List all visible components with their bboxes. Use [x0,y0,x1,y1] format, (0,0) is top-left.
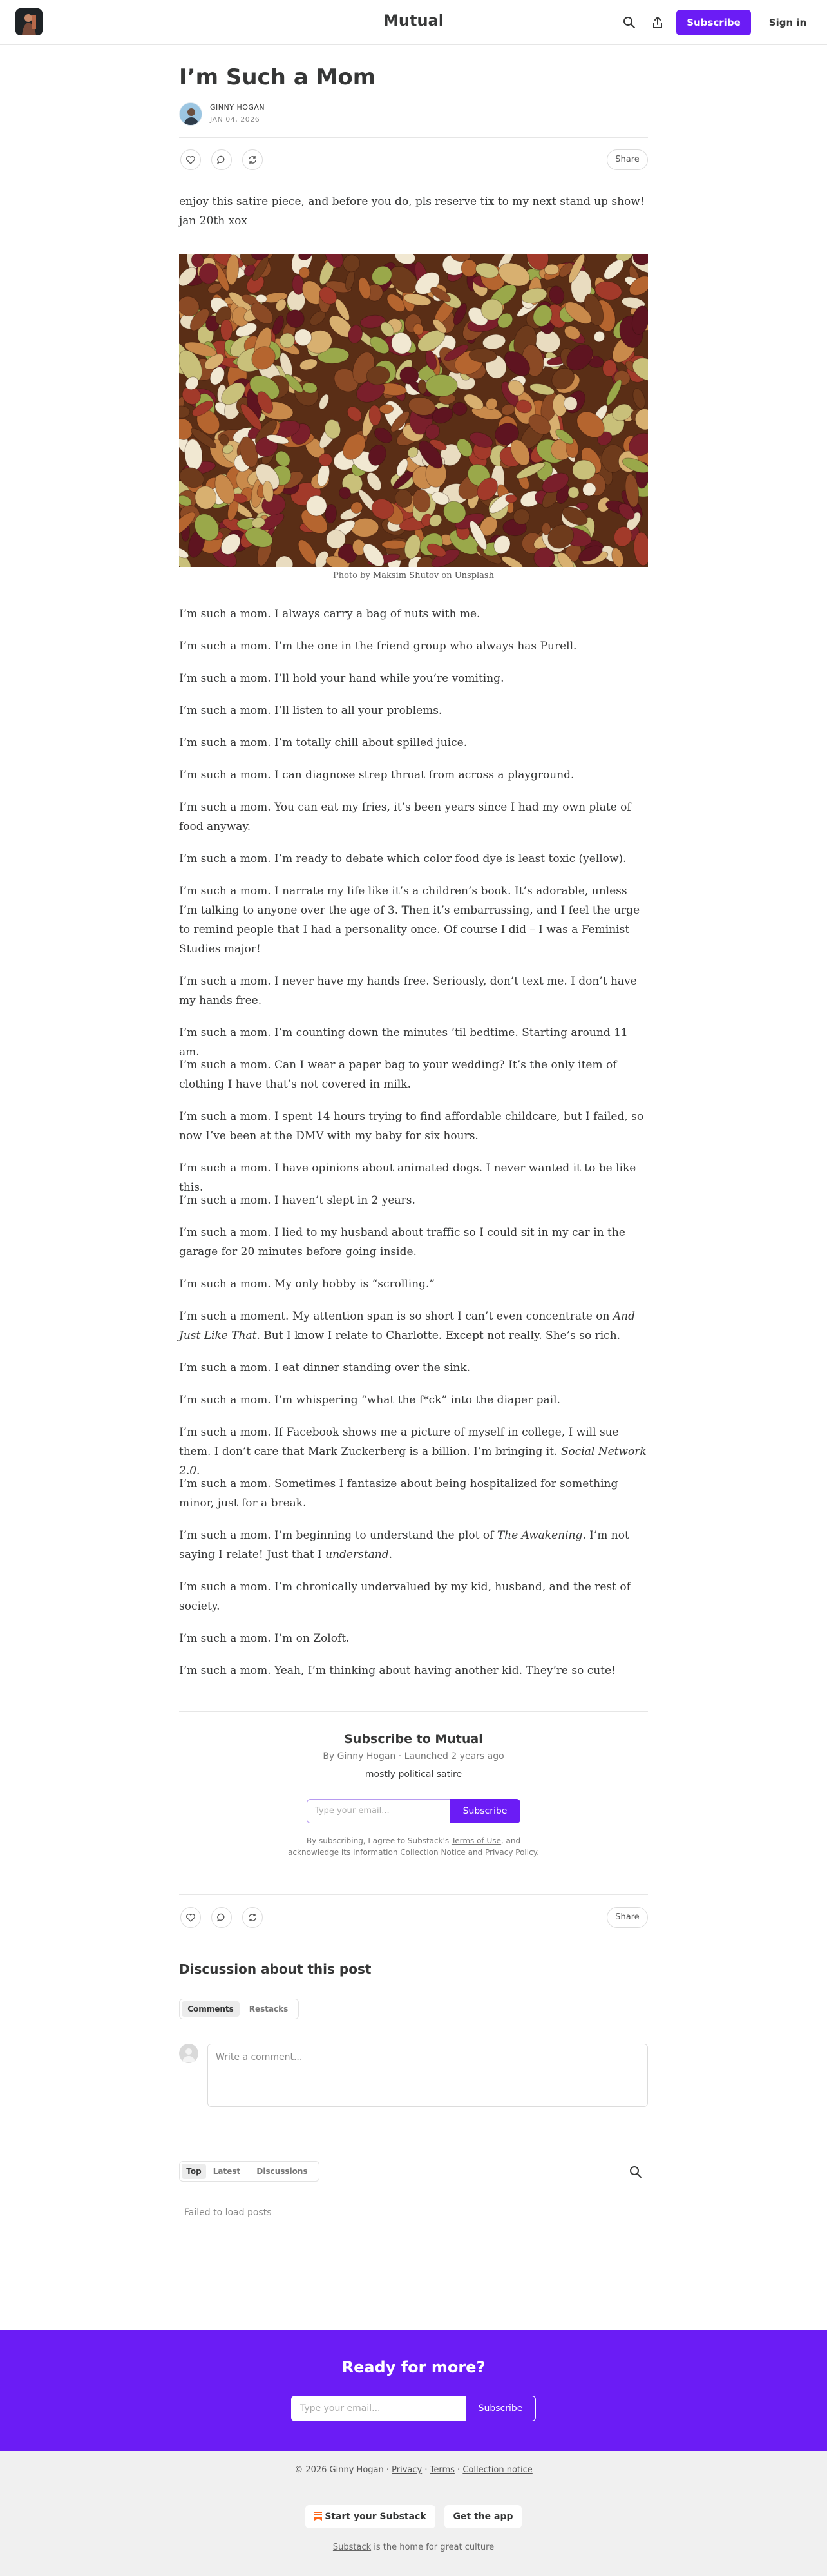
body-paragraph: I’m such a mom. I never have my hands free. Seriously, don’t text me. I don’t have my hands free. [179,975,637,1007]
subscribe-button[interactable]: Subscribe [676,10,751,35]
comment-input[interactable]: Write a comment... [207,2044,648,2107]
nut-shape [379,404,394,414]
body-paragraph: I’m such a mom. I can diagnose strep throat from across a playground. [179,769,575,782]
body-paragraph: I’m such a mom. Yeah, I’m thinking about having another kid. They’re so cute! [179,1664,616,1677]
failed-message: Failed to load posts [184,2207,272,2218]
footer-links [0,2465,827,2475]
heart-icon [185,155,196,165]
nut-shape [452,402,468,416]
top-bar [0,0,827,45]
tab-restacks[interactable]: Restacks [249,2004,289,2014]
body-paragraph: I’m such a mom. Sometimes I fantasize about being hospitalized for something minor, just for a break. [179,1477,618,1510]
feed-tabs [179,2161,319,2182]
user-avatar [179,2044,198,2063]
tab-comments[interactable]: Comments [182,2001,240,2017]
body-paragraph: I’m such a mom. I eat dinner standing over the sink. [179,1361,471,1374]
start-substack-label: Start your Substack [325,2512,426,2522]
footer-email-input[interactable]: Type your email... [291,2396,465,2421]
privacy-link[interactable]: Privacy [392,2465,423,2475]
author-name[interactable]: GINNY HOGAN [210,103,265,111]
substack-logo-icon [314,2506,322,2515]
body-paragraph: I’m such a mom. My only hobby is “scrolling.” [179,1278,435,1291]
nut-shape [382,540,408,549]
terms-link[interactable]: Terms [430,2465,455,2475]
nut-shape [513,509,529,524]
nut-shape [426,374,457,397]
separator: · [454,2465,463,2475]
footer-subscribe-button[interactable]: Subscribe [465,2396,536,2421]
body-paragraph: I’m such a mom. I’m beginning to understand the plot of The Awakening. I’m not saying I relate! Just that I understand. [179,1529,629,1561]
subscribe-submit-button[interactable]: Subscribe [450,1799,520,1823]
site-title[interactable]: Mutual [383,12,444,30]
subscribe-legal [283,1835,544,1858]
restack-button[interactable] [242,1907,263,1928]
search-icon[interactable] [622,15,636,30]
photographer-link[interactable]: Maksim Shutov [372,571,439,581]
separator: · [422,2465,430,2475]
body-paragraph: I’m such a mom. I’m whispering “what the f*ck” into the diaper pail. [179,1394,560,1407]
tab-discussions[interactable]: Discussions [256,2167,308,2176]
heart-icon [185,1912,196,1923]
email-input[interactable]: Type your email... [307,1799,450,1823]
share-button[interactable]: Share [607,1907,648,1928]
comment-button[interactable] [211,149,232,170]
intro-text [179,192,648,231]
subscribe-title: Subscribe to Mutual [344,1732,483,1746]
photo-caption [179,571,648,581]
body-paragraph: I’m such a mom. I haven’t slept in 2 years. [179,1194,415,1207]
body-paragraph: I’m such a mom. I spent 14 hours trying to find affordable childcare, but I failed, so now I’ve been at the DMV with my baby for six hours. [179,1110,644,1142]
body-paragraph: I’m such a mom. I’m chronically undervalued by my kid, husband, and the rest of society. [179,1581,631,1613]
unsplash-link[interactable]: Unsplash [454,571,494,581]
legal-text: , and acknowledge its [288,1836,521,1857]
body-paragraph: I’m such a mom. If Facebook shows me a picture of myself in college, I will sue them. I don’t care that Mark Zuckerberg is a billion. I’m bringing it. Social Network 2.0. [179,1426,647,1477]
comment-tabs [179,1999,299,2019]
collection-notice-link[interactable]: Collection notice [462,2465,533,2475]
body-paragraph: I’m such a moment. My attention span is so short I can’t even concentrate on And Just Like That. But I know I relate to Charlotte. Except not really. She’s so rich. [179,1310,635,1342]
nut-shape [221,320,233,340]
body-paragraph: I’m such a mom. I narrate my life like it’s a children’s book. It’s adorable, unless I’m talking to anyone over the age of 3. Then it’s embarrassing, and I feel the urge to remind people that I had a personality once. Of course I did – I was a Feminist Studies major! [179,885,640,956]
terms-of-use-link[interactable]: Terms of Use [451,1836,501,1845]
mixed-nuts-photo[interactable] [179,254,648,567]
get-app-button[interactable]: Get the app [444,2505,522,2528]
restack-icon [247,1912,258,1923]
body-paragraph: I’m such a mom. I lied to my husband about traffic so I could sit in my car in the garage for 20 minutes before going inside. [179,1226,625,1258]
like-button[interactable] [180,1907,201,1928]
substack-link[interactable]: Substack [332,2542,372,2552]
body-paragraph: I’m such a mom. I’m ready to debate which color food dye is least toxic (yellow). [179,852,627,865]
author-avatar[interactable] [179,102,202,126]
body-paragraph: I’m such a mom. I have opinions about animated dogs. I never wanted it to be like this. [179,1162,636,1194]
caption-text: on [439,571,455,581]
body-paragraph: I’m such a mom. I’ll listen to all your problems. [179,704,442,717]
restack-button[interactable] [242,149,263,170]
comment-icon [216,1912,227,1923]
tab-top[interactable]: Top [182,2164,206,2179]
like-button[interactable] [180,149,201,170]
intro-text-part: enjoy this satire piece, and before you do, pls [179,195,435,208]
search-icon[interactable] [629,2165,643,2179]
body-paragraph: I’m such a mom. Can I wear a paper bag to your wedding? It’s the only item of clothing I have that’s not covered in milk. [179,1059,617,1091]
post-title: I’m Such a Mom [179,64,376,90]
intro-text-part: to my next stand up show! jan 20th xox [179,195,645,227]
divider [179,1711,648,1712]
substack-tagline [0,2542,827,2552]
comment-icon [216,155,227,165]
share-button[interactable]: Share [607,149,648,170]
sign-in-button[interactable]: Sign in [768,17,807,28]
ready-banner [0,2330,827,2451]
tab-latest[interactable]: Latest [213,2167,241,2176]
body-paragraph: I’m such a mom. You can eat my fries, it’s been years since I had my own plate of food anyway. [179,801,631,833]
subscribe-byline: By Ginny Hogan · Launched 2 years ago [323,1751,504,1762]
discussion-title: Discussion about this post [179,1961,372,1977]
body-paragraph: I’m such a mom. I’m totally chill about spilled juice. [179,736,468,749]
legal-text: . [537,1848,539,1857]
post-date: JAN 04, 2026 [210,115,260,124]
reserve-tix-link[interactable]: reserve tix [435,195,495,208]
legal-text: and [465,1848,486,1857]
body-paragraph: I’m such a mom. I’m counting down the minutes ’til bedtime. Starting around 11 am. [179,1026,628,1059]
start-substack-button[interactable] [305,2505,435,2528]
legal-text: By subscribing, I agree to Substack's [306,1836,452,1845]
divider [179,1894,648,1895]
nut-shape [506,494,517,503]
caption-text: Photo by [333,571,373,581]
copyright-text: © 2026 Ginny Hogan · [294,2465,392,2475]
privacy-policy-link[interactable]: Privacy Policy [485,1848,537,1857]
tagline-text: is the home for great culture [371,2542,495,2552]
share-icon[interactable] [651,15,665,30]
collection-notice-link[interactable]: Information Collection Notice [353,1848,466,1857]
body-paragraph: I’m such a mom. I’m the one in the friend group who always has Purell. [179,640,577,653]
publication-description: mostly political satire [365,1769,462,1780]
ready-title: Ready for more? [341,2358,486,2376]
nut-shape [572,460,596,480]
body-paragraph: I’m such a mom. I’ll hold your hand while you’re vomiting. [179,672,504,685]
divider [179,137,648,138]
nut-shape [461,260,477,277]
comment-button[interactable] [211,1907,232,1928]
restack-icon [247,155,258,165]
body-paragraph: I’m such a mom. I always carry a bag of nuts with me. [179,608,480,620]
body-paragraph: I’m such a mom. I’m on Zoloft. [179,1632,350,1645]
